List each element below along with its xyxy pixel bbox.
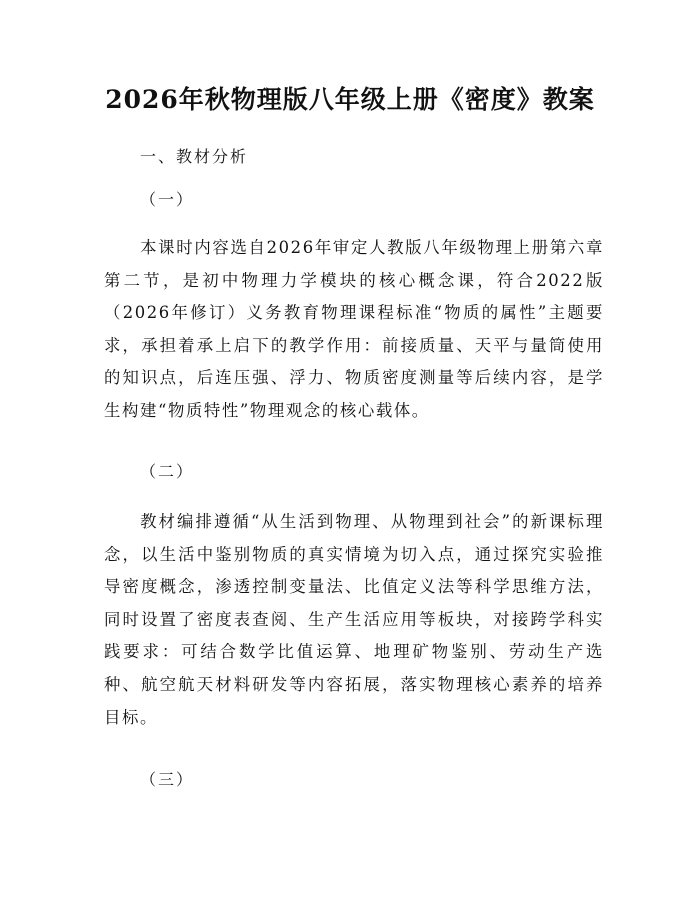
subsection-heading-2: （二） (140, 462, 195, 481)
subsection-heading-3: （三） (140, 770, 195, 789)
document-title: 2026年秋物理版八年级上册《密度》教案 (105, 85, 595, 114)
paragraph-2: 教材编排遵循“从生活到物理、从物理到社会”的新课标理念，以生活中鉴别物质的真实情境为切入点，通过探究实验推导密度概念，渗透控制变量法、比值定义法等科学思维方法，同时设置了密度表查阅、生产生活应用等板块，对接跨学科实践要求：可结合数学比值运算、地理矿物鉴别、劳动生产选种、航空航天材料研发等内容拓展，落实物理核心素养的培养目标。 (104, 512, 604, 727)
section-heading-textbook-analysis: 一、教材分析 (140, 147, 249, 166)
subsection-heading-1: （一） (140, 190, 195, 209)
paragraph-1: 本课时内容选自2026年审定人教版八年级物理上册第六章第二节，是初中物理力学模块的核心概念课，符合2022版（2026年修订）义务教育物理课程标准“物质的属性”主题要求，承担着承上启下的教学作用：前接质量、天平与量筒使用的知识点，后连压强、浮力、物质密度测量等后续内容，是学生构建“物质特性”物理观念的核心载体。 (104, 238, 604, 420)
